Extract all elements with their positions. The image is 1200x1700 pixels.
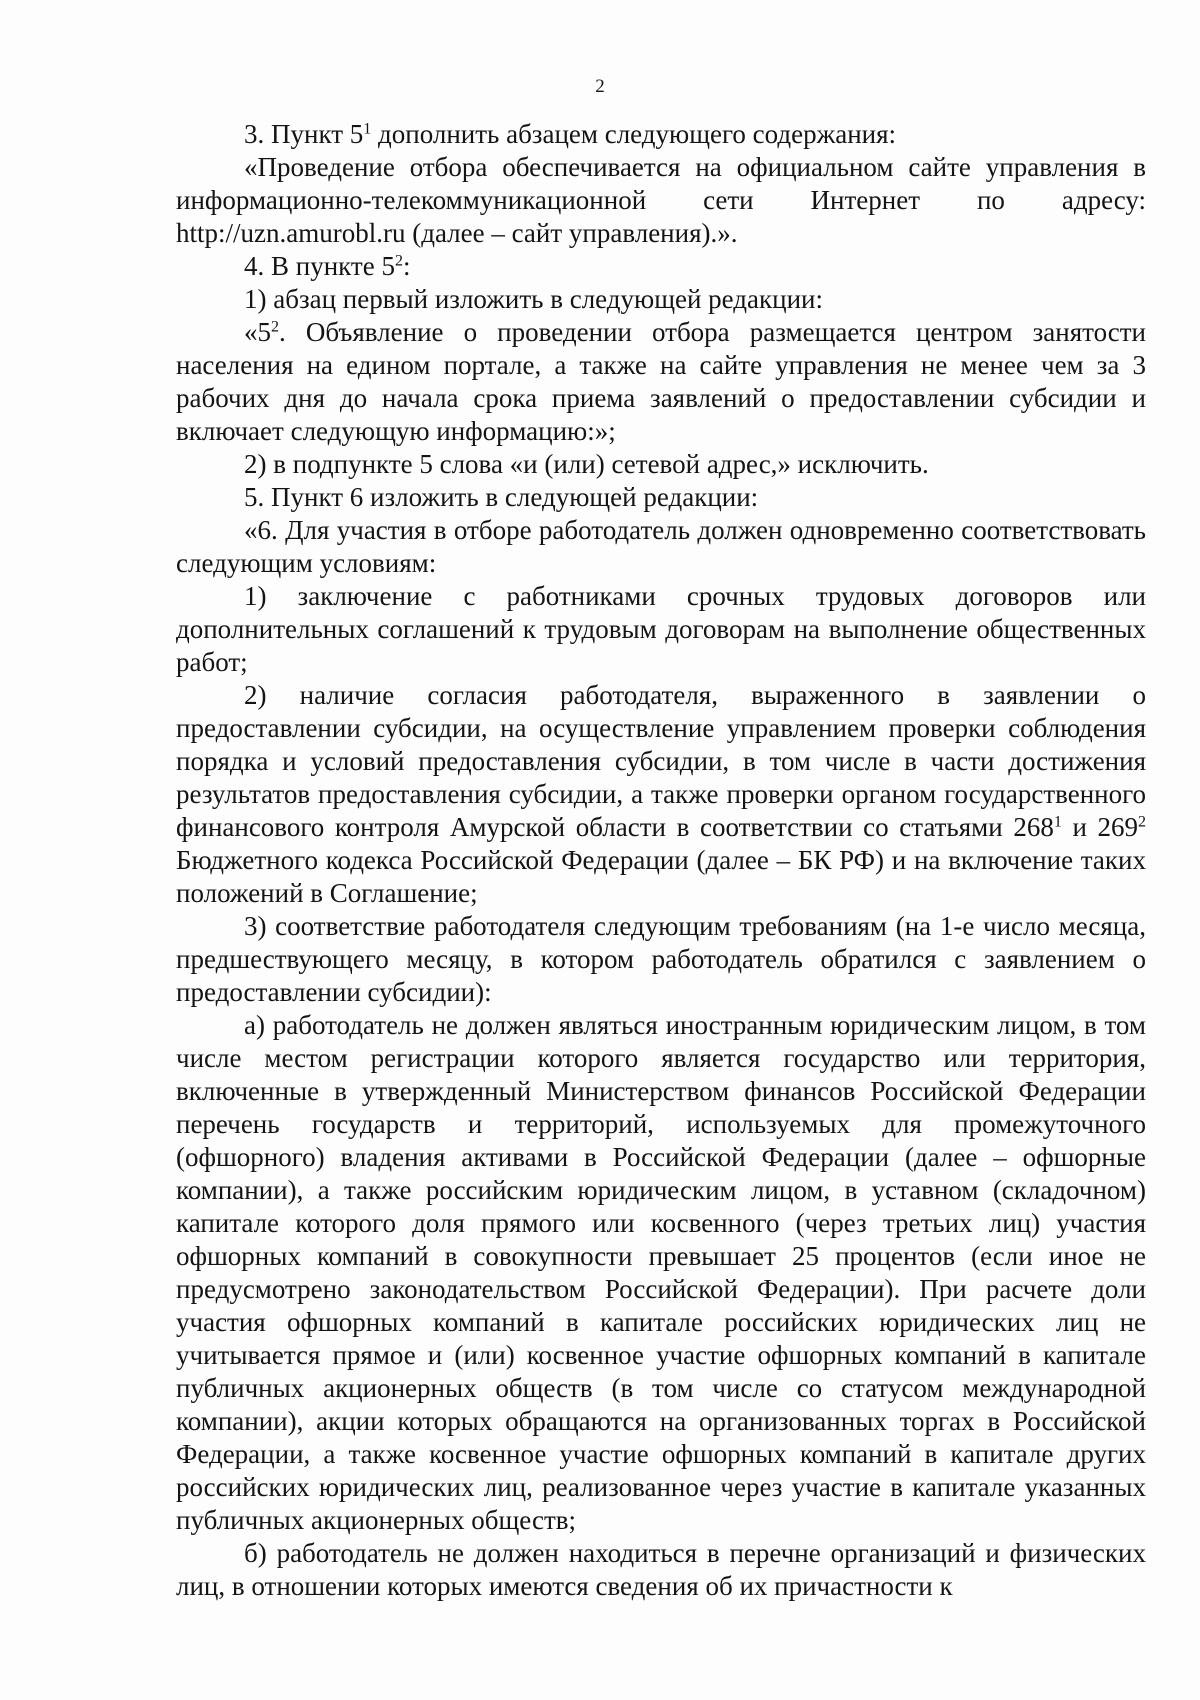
paragraph: 1) заключение с работниками срочных трудовых договоров или дополнительных соглашений к трудовым договорам на выполнение общественных работ; — [176, 581, 1146, 677]
page-number: 2 — [595, 76, 605, 97]
superscript: 2 — [1138, 813, 1147, 831]
paragraph: 5. Пункт 6 изложить в следующей редакции: — [244, 482, 759, 512]
paragraph: а) работодатель не должен являться иностранным юридическим лицом, в том числе местом регистрации которого является государство или территория, включенные в утвержденный Министерством финансов Российской Федерации перечень государств и территорий, используемых для промежуточного (офшорного) владения активами в Российской Федерации (далее – офшорные компании), а также российским юридическим лицом, в уставном (складочном) капитале которого доля прямого или косвенного (через третьих лиц) участия офшорных компаний в совокупности превышает 25 процентов (если иное не предусмотрено законодательством Российской Федерации). При расчете доли участия офшорных компаний в капитале российских юридических лиц не учитывается прямое и (или) косвенное участие офшорных компаний в капитале публичных акционерных обществ (в том числе со статусом международной компании), акции которых обращаются на организованных торгах в Российской Федерации, а также косвенное участие офшорных компаний в капитале других российских юридических лиц, реализованное через участие в капитале указанных публичных акционерных обществ; — [176, 1010, 1146, 1535]
superscript: 2 — [271, 318, 279, 336]
superscript: 2 — [394, 252, 403, 270]
paragraph: «$5^2$. Объявление о проведении отбора размещается центром занятости населения на едином портале, а также на сайте управления не менее чем за 3 рабочих дня до начала срока приема заявлений о предоставлении субсидии и включает следующую информацию:»; — [176, 317, 1146, 446]
superscript: 1 — [363, 120, 372, 138]
paragraph: «Проведение отбора обеспечивается на официальном сайте управления в информационно-телекоммуникационной сети Интернет по адресу: http://uzn.amurobl.ru (далее – сайт управления).». — [176, 152, 1146, 248]
paragraph: 3. Пункт $5^1$ дополнить абзацем следующего содержания: — [244, 119, 897, 149]
paragraph: «6. Для участия в отборе работодатель должен одновременно соответствовать следующим условиям: — [176, 515, 1146, 578]
paragraph: 2) в подпункте 5 слова «и (или) сетевой адрес,» исключить. — [244, 449, 929, 479]
paragraph: 3) соответствие работодателя следующим требованиям (на 1-е число месяца, предшествующего месяцу, в котором работодатель обратился с заявлением о предоставлении субсидии): — [176, 911, 1146, 1007]
document-body — [176, 118, 1146, 1603]
paragraph: 1) абзац первый изложить в следующей редакции: — [244, 284, 823, 314]
superscript: 1 — [1053, 813, 1062, 831]
paragraph: б) работодатель не должен находиться в перечне организаций и физических лиц, в отношении которых имеются сведения об их причастности к — [176, 1538, 1146, 1601]
paragraph: 2) наличие согласия работодателя, выраженного в заявлении о предоставлении субсидии, на осуществление управлением проверки соблюдения порядка и условий предоставления субсидии, в том числе в части достижения результатов предоставления субсидии, а также проверки органом государственного финансового контроля Амурской области в соответствии со статьями $268^1$ и $269^2$ Бюджетного кодекса Российской Федерации (далее – БК РФ) и на включение таких положений в Соглашение; — [176, 680, 1147, 908]
paragraph: 4. В пункте $5^2$: — [244, 251, 411, 281]
